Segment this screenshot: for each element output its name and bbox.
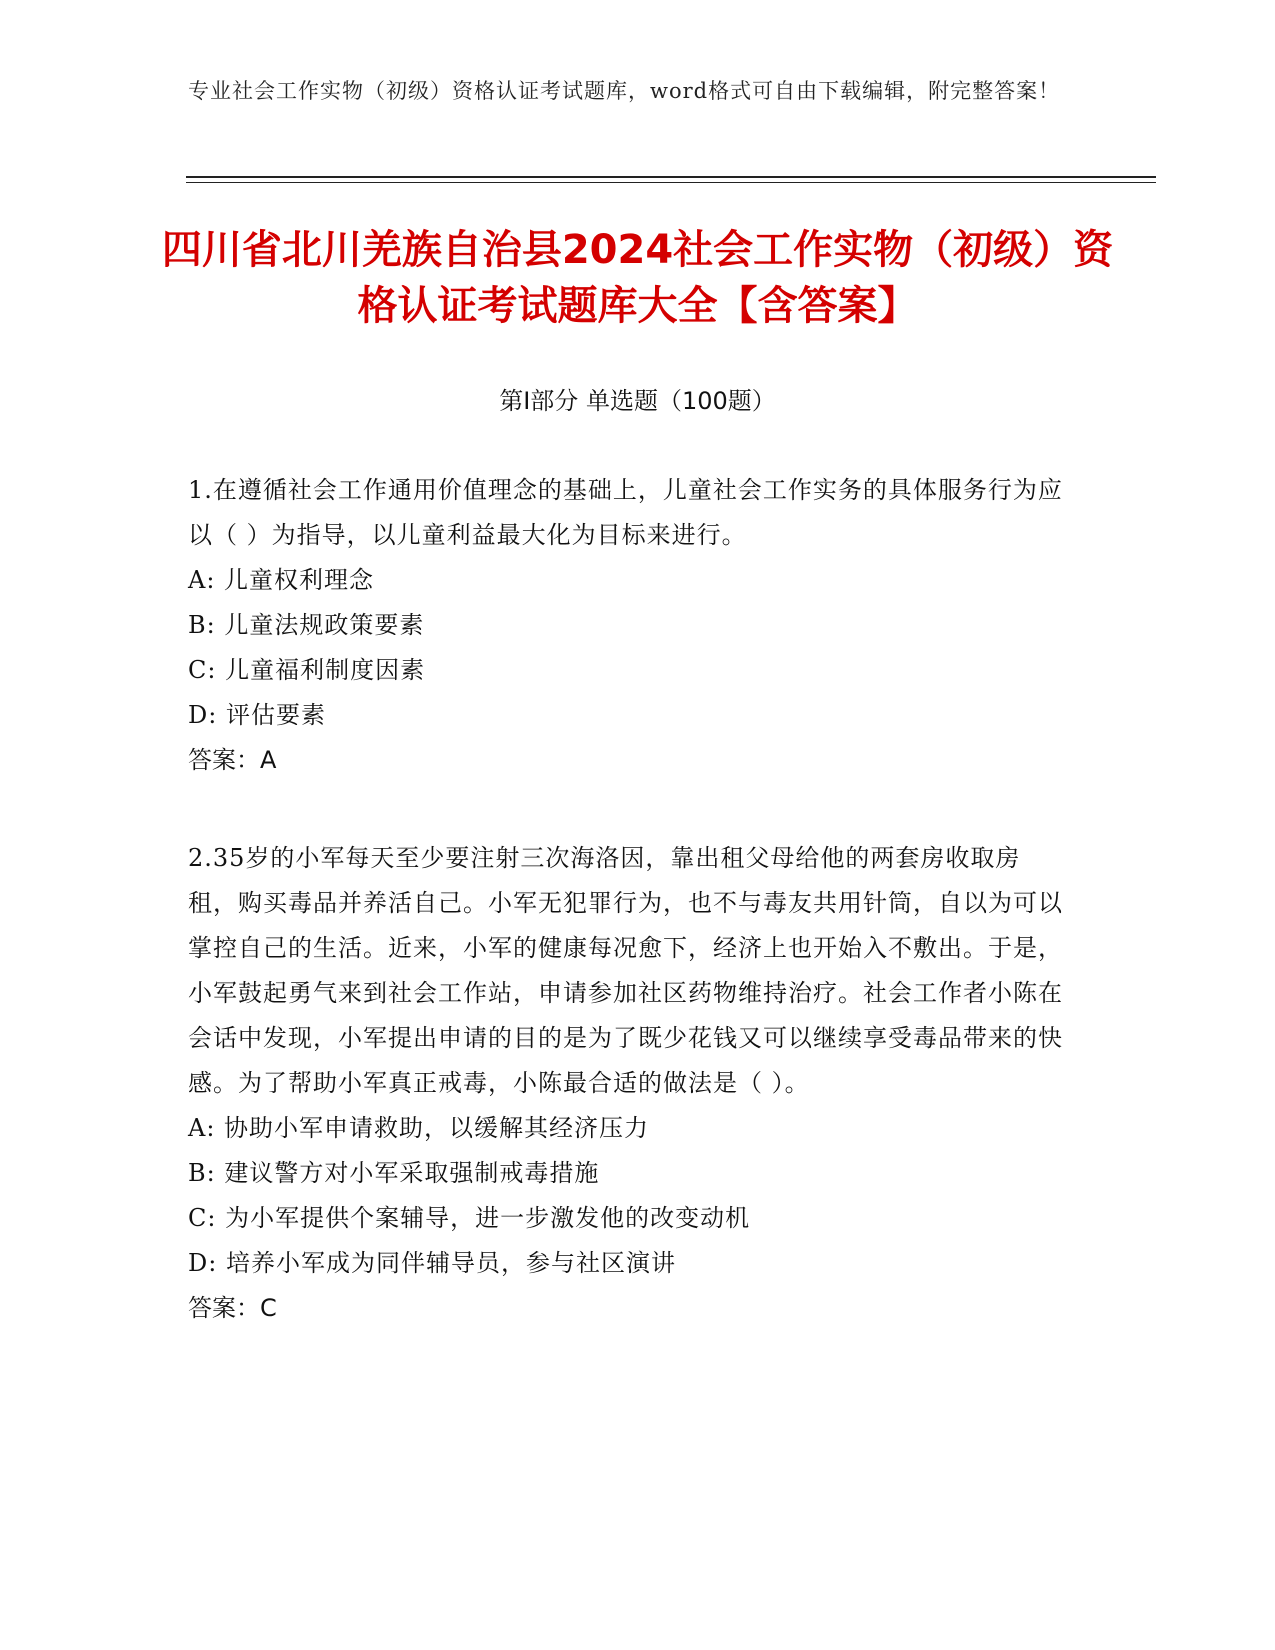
option-c: C: 儿童福利制度因素 (188, 656, 426, 684)
answer-line: 答案：C (188, 1294, 277, 1322)
option-a: A: 儿童权利理念 (188, 566, 375, 594)
option-b: B: 儿童法规政策要素 (188, 611, 425, 639)
document-title: 四川省北川羌族自治县2024社会工作实物（初级）资格认证考试题库大全【含答案】 (161, 227, 1114, 329)
option-b: B: 建议警方对小军采取强制戒毒措施 (188, 1159, 600, 1187)
question-1 (188, 468, 1068, 783)
header-note: 专业社会工作实物（初级）资格认证考试题库，word格式可自由下载编辑，附完整答案！ (188, 79, 1061, 103)
option-a: A: 协助小军申请救助，以缓解其经济压力 (188, 1114, 650, 1142)
option-c: C: 为小军提供个案辅导，进一步激发他的改变动机 (188, 1204, 751, 1232)
option-d: D: 培养小军成为同伴辅导员，参与社区演讲 (188, 1249, 676, 1277)
question-2 (188, 836, 1068, 1331)
header-divider-thick (186, 176, 1156, 178)
option-d: D: 评估要素 (188, 701, 326, 729)
answer-line: 答案：A (188, 746, 277, 774)
section-heading: 第I部分 单选题（100题） (499, 387, 776, 415)
question-stem: 1.在遵循社会工作通用价值理念的基础上，儿童社会工作实务的具体服务行为应以（ ）为指导，以儿童利益最大化为目标来进行。 (188, 476, 1063, 549)
header-divider-thin (186, 182, 1156, 183)
question-stem: 2.35岁的小军每天至少要注射三次海洛因，靠出租父母给他的两套房收取房租，购买毒品并养活自己。小军无犯罪行为，也不与毒友共用针筒，自以为可以掌控自己的生活。近来，小军的健康每况愈下，经济上也开始入不敷出。于是，小军鼓起勇气来到社会工作站，申请参加社区药物维持治疗。社会工作者小陈在会话中发现，小军提出申请的目的是为了既少花钱又可以继续享受毒品带来的快感。为了帮助小军真正戒毒，小陈最合适的做法是（ ）。 (188, 844, 1063, 1097)
